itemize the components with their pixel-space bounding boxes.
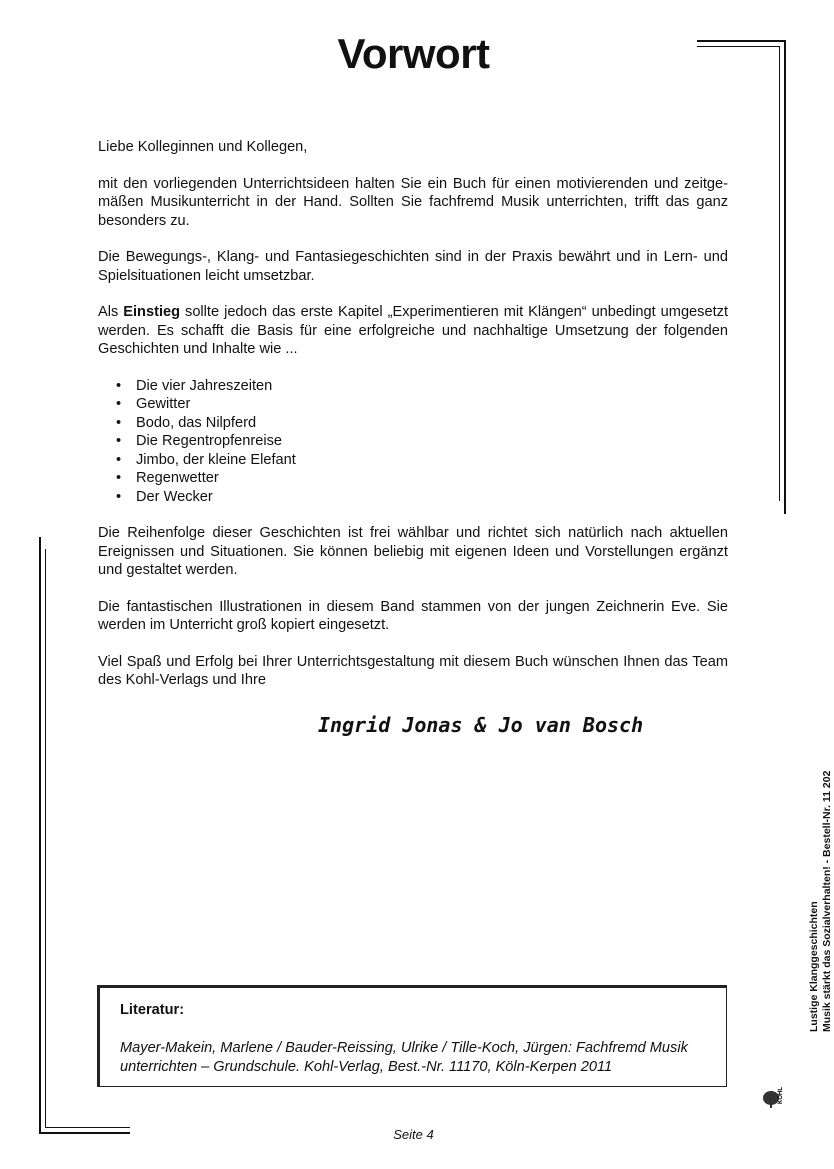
paragraph-3-post: sollte jedoch das erste Kapitel „Experimentieren mit Klängen“ unbedingt umgesetzt werden. Es schafft die Basis für eine erfolgreiche und nachhaltige Umsetzung der folgenden Geschichten und Inhalte wie ...: [98, 304, 728, 357]
list-item: • Bodo, das Nilpferd: [136, 414, 728, 433]
frame-bottom-left-v1: [39, 537, 41, 1134]
frame-top-right-v2: [779, 46, 780, 501]
side-caption-line-1: Lustige Klanggeschichten: [808, 901, 820, 1032]
greeting: Liebe Kolleginnen und Kollegen,: [98, 139, 308, 155]
list-item: • Der Wecker: [136, 488, 728, 507]
publisher-logo-icon: [760, 1062, 790, 1110]
paragraph-3-pre: Als: [98, 304, 124, 320]
page-number: Seite 4: [393, 1127, 434, 1142]
paragraph-1: mit den vorliegenden Unterrichtsideen halten Sie ein Buch für einen motivierenden und zeitgemäßen Musikunterricht in der Hand. Sollten Sie fachfremd Musik unterrichten, trifft das ganz besonders zu.: [98, 175, 728, 229]
list-item: • Die Regentropfenreise: [136, 432, 728, 451]
frame-top-right-h2: [697, 46, 780, 47]
body-text: [98, 138, 728, 708]
literature-heading: Literatur:: [120, 1002, 185, 1018]
frame-top-right-h1: [697, 40, 786, 42]
paragraph-2: Die Bewegungs-, Klang- und Fantasiegeschichten sind in der Praxis bewährt und in Lern- und Spielsituationen leicht umsetzbar.: [98, 249, 728, 284]
side-caption: [808, 771, 834, 1032]
paragraph-3-bold: Einstieg: [123, 304, 181, 320]
literature-box: [97, 985, 727, 1087]
literature-text: Mayer-Makein, Marlene / Bauder-Reissing, Ulrike / Tille-Koch, Jürgen: Fachfremd Musik unterrichten – Grundschule. Kohl-Verlag, Best.-Nr. 11170, Köln-Kerpen 2011: [120, 1040, 688, 1075]
list-item: • Gewitter: [136, 395, 728, 414]
list-item: • Regenwetter: [136, 469, 728, 488]
paragraph-6: Viel Spaß und Erfolg bei Ihrer Unterrichtsgestaltung mit diesem Buch wünschen Ihnen das Team des Kohl-Verlags und Ihre: [98, 653, 728, 688]
page-title: Vorwort: [337, 30, 490, 77]
frame-top-right-v1: [784, 40, 786, 514]
logo-text: KOHL: [778, 1087, 784, 1104]
list-item: • Die vier Jahreszeiten: [136, 377, 728, 396]
paragraph-3: [98, 303, 728, 359]
list-item: • Jimbo, der kleine Elefant: [136, 451, 728, 470]
frame-bottom-left-v2: [45, 549, 46, 1127]
signature: Ingrid Jonas & Jo van Bosch: [318, 713, 644, 737]
paragraph-4: Die Reihenfolge dieser Geschichten ist frei wählbar und richtet sich natürlich nach aktuellen Ereignissen und Situationen. Sie können beliebig mit eigenen Ideen und Vorstellungen ergänzt und gestaltet werden.: [98, 525, 728, 578]
paragraph-5: Die fantastischen Illustrationen in diesem Band stammen von der jungen Zeichnerin Eve. Sie werden im Unterricht groß kopiert eingesetzt.: [98, 598, 728, 633]
side-caption-line-2: Musik stärkt das Sozialverhalten! - Bestell-Nr. 11 202: [821, 770, 833, 1032]
story-list: [98, 377, 728, 507]
